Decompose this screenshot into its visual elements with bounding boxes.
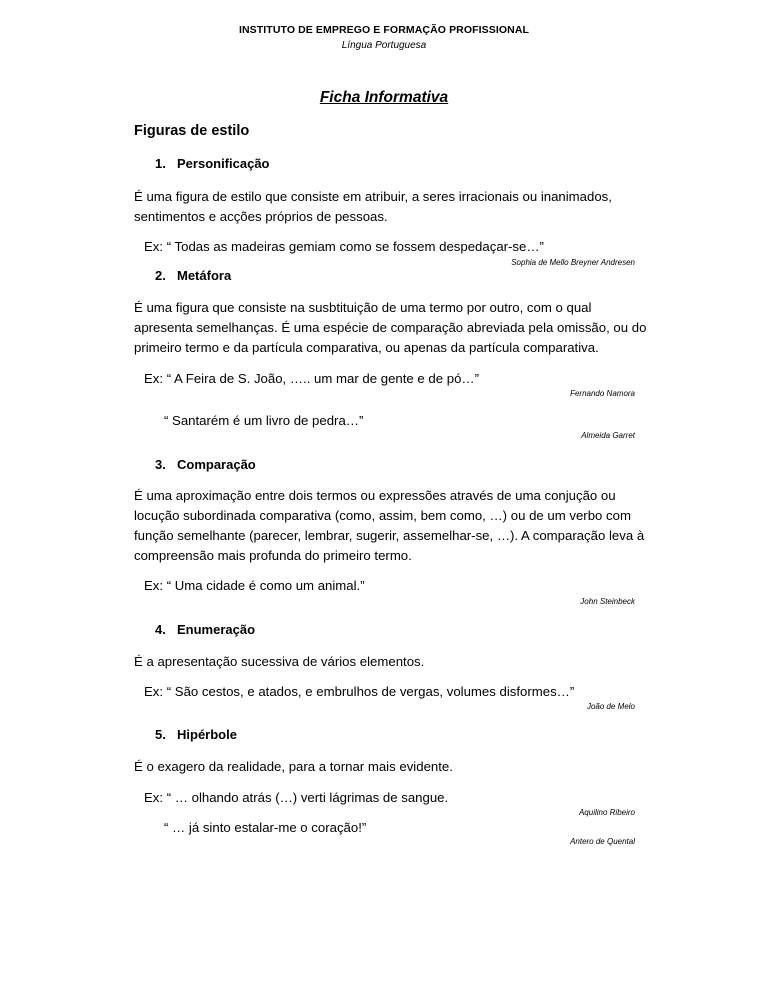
paragraph-line: É a apresentação sucessiva de vários elementos. <box>134 654 425 669</box>
item-name: Metáfora <box>177 268 232 283</box>
item-title-hiperbole <box>155 727 237 742</box>
section-title: Figuras de estilo <box>134 123 250 139</box>
example-author: Aquilino Ribeiro <box>578 808 635 817</box>
item-title-comparacao <box>155 457 256 472</box>
item-title-metafora <box>155 268 231 283</box>
item-name: Hipérbole <box>177 727 237 742</box>
paragraph-personificacao <box>134 187 654 227</box>
example-author: João de Melo <box>586 702 635 711</box>
item-name: Comparação <box>177 457 256 472</box>
item-name: Personificação <box>177 156 270 171</box>
paragraph-line: função semelhante (parecer, lembrar, sugerir, assemelhar-se, …). A comparação leva à <box>134 528 645 543</box>
paragraph-hiperbole <box>134 757 654 777</box>
example-author: Sophia de Mello Breyner Andresen <box>511 258 635 267</box>
item-number: 4. <box>155 622 166 637</box>
item-number: 1. <box>155 156 166 171</box>
paragraph-enumeracao <box>134 652 654 672</box>
subject-header: Língua Portuguesa <box>341 40 427 51</box>
paragraph-line: primeiro termo e da partícula comparativa, ou apenas da partícula comparativa. <box>134 340 599 355</box>
example-author: John Steinbeck <box>580 597 635 606</box>
paragraph-line: É uma figura que consiste na susbtituição de uma termo por outro, com o qual <box>134 300 592 315</box>
page-title: Ficha Informativa <box>319 89 449 106</box>
institution-header: INSTITUTO DE EMPREGO E FORMAÇÃO PROFISSIONAL <box>238 24 530 36</box>
paragraph-line: compreensão mais profunda do primeiro termo. <box>134 548 412 563</box>
paragraph-line: locução subordinada comparativa (como, assim, bem como, …) ou de um verbo com <box>134 508 631 523</box>
item-number: 5. <box>155 727 166 742</box>
example-author: Almeida Garret <box>581 431 635 440</box>
example-author: Fernando Namora <box>570 389 635 398</box>
example-author: Antero de Quental <box>570 837 635 846</box>
item-title-personificacao <box>155 156 270 171</box>
paragraph-line: É o exagero da realidade, para a tornar mais evidente. <box>134 759 453 774</box>
paragraph-line: sentimentos e acções próprios de pessoas. <box>134 209 388 224</box>
item-number: 3. <box>155 457 166 472</box>
example-quote: Ex: “ … olhando atrás (…) verti lágrimas de sangue. <box>144 790 449 805</box>
example-quote: Ex: “ Uma cidade é como um animal.” <box>144 578 365 593</box>
example-quote: “ Santarém é um livro de pedra…” <box>164 413 364 428</box>
example-quote: Ex: “ A Feira de S. João, ….. um mar de gente e de pó…” <box>144 371 479 386</box>
paragraph-comparacao <box>134 486 654 566</box>
paragraph-line: É uma aproximação entre dois termos ou expressões através de uma conjução ou <box>134 488 616 503</box>
paragraph-line: apresenta semelhanças. É uma espécie de comparação abreviada pela omissão, ou do <box>134 320 647 335</box>
item-title-enumeracao <box>155 622 255 637</box>
example-quote: “ … já sinto estalar-me o coração!” <box>164 820 367 835</box>
item-name: Enumeração <box>177 622 256 637</box>
paragraph-line: É uma figura de estilo que consiste em atribuir, a seres irracionais ou inanimados, <box>134 189 612 204</box>
item-number: 2. <box>155 268 166 283</box>
example-quote: Ex: “ São cestos, e atados, e embrulhos de vergas, volumes disformes…” <box>144 684 575 699</box>
example-quote: Ex: “ Todas as madeiras gemiam como se fossem despedaçar-se…” <box>144 239 544 254</box>
paragraph-metafora <box>134 298 654 358</box>
